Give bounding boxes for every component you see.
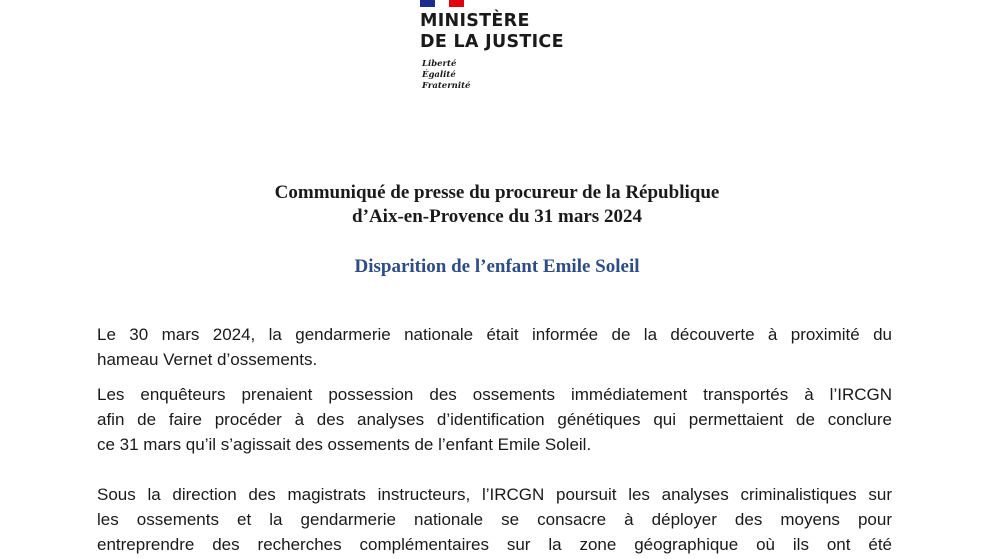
paragraph-2: [97, 382, 892, 457]
paragraph-line: Les enquêteurs prenaient possession des ossements immédiatement transportés à l’IRCGN: [97, 385, 892, 404]
motto-liberte: Liberté: [422, 59, 457, 69]
ministry-name-line-1: MINISTÈRE: [420, 11, 530, 31]
paragraph-line: entreprendre des recherches complémentaires sur la zone géographique où ils ont été: [97, 535, 892, 554]
press-release-title-line-1: Communiqué de presse du procureur de la République: [274, 182, 720, 203]
motto-fraternite: Fraternité: [422, 81, 471, 91]
paragraph-line: Le 30 mars 2024, la gendarmerie nationale était informée de la découverte à proximité du: [97, 325, 892, 344]
press-release-subtitle: Disparition de l’enfant Emile Soleil: [354, 256, 640, 277]
republic-motto: [422, 59, 470, 92]
press-release-title-line-2: d’Aix-en-Provence du 31 mars 2024: [352, 206, 642, 227]
paragraph-line: les ossements et la gendarmerie nationale se consacre à déployer des moyens pour: [97, 510, 892, 529]
paragraph-line: hameau Vernet d’ossements.: [97, 350, 318, 369]
ministry-logo: [418, 0, 588, 100]
paragraph-line: Sous la direction des magistrats instructeurs, l’IRCGN poursuit les analyses criminalistiques sur: [97, 485, 892, 504]
marianne-flag-icon: [420, 0, 464, 7]
paragraph-line: ce 31 mars qu’il s’agissait des ossements de l’enfant Emile Soleil.: [97, 435, 592, 454]
paragraph-line: afin de faire procéder à des analyses d’identification génétiques qui permettaient de conclure: [97, 410, 892, 429]
motto-egalite: Égalité: [422, 70, 456, 80]
ministry-name-line-2: DE LA JUSTICE: [420, 32, 564, 52]
ministry-name: [420, 11, 564, 53]
paragraph-3: [97, 482, 892, 557]
paragraph-1: [97, 322, 892, 372]
